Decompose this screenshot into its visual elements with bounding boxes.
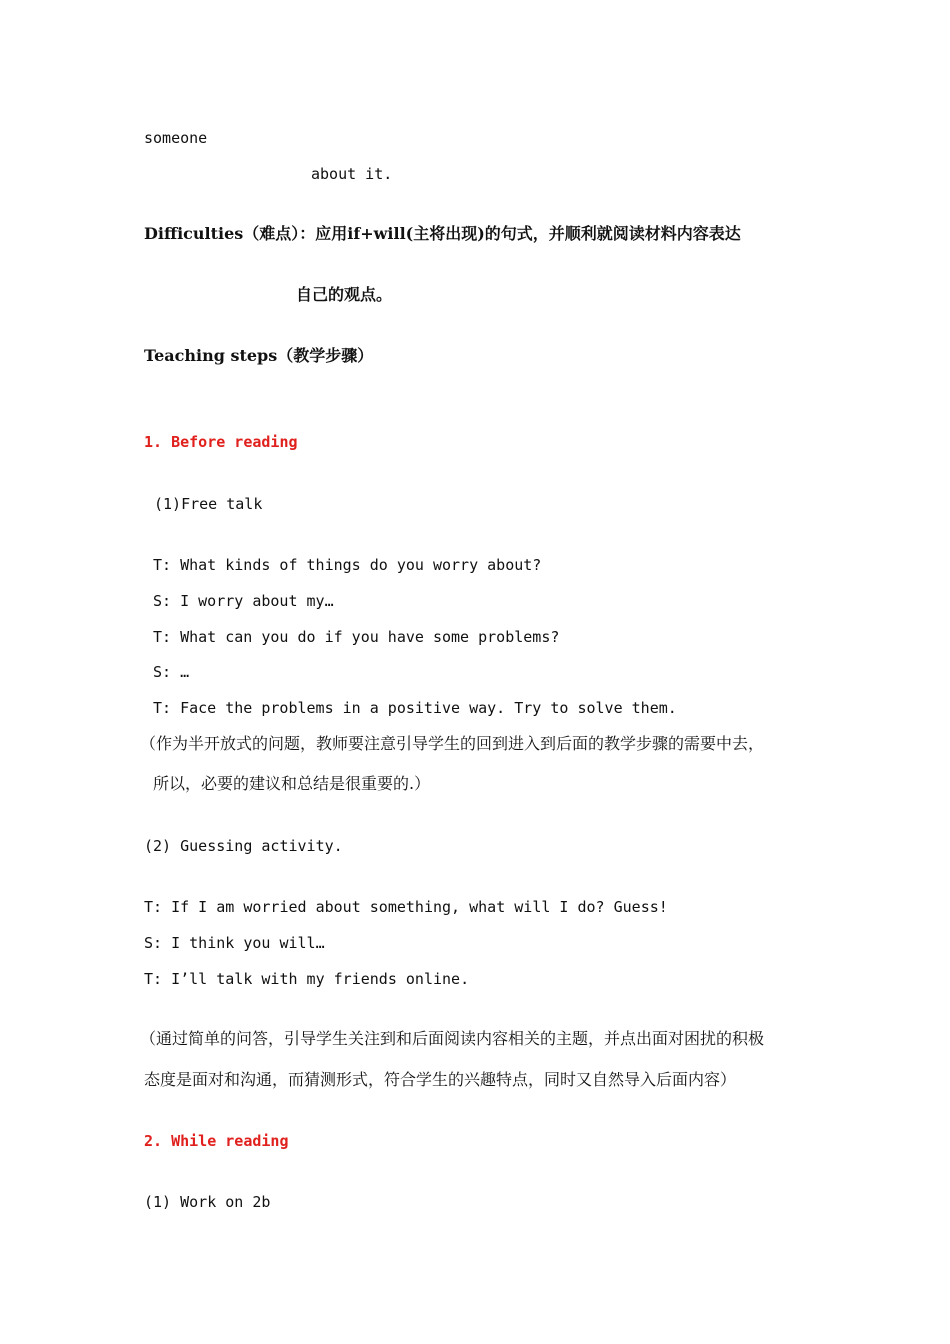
- teacher-note-line-1: （作为半开放式的问题，教师要注意引导学生的回到进入到后面的教学步骤的需要中去，: [140, 734, 765, 753]
- dialog-line: T: What kinds of things do you worry about?: [153, 556, 542, 574]
- objective-line-1: someone: [144, 129, 208, 147]
- section-heading-while-reading: 2. While reading: [144, 1132, 289, 1150]
- teaching-steps-heading: Teaching steps（教学步骤）: [144, 346, 374, 365]
- objective-line-2: about it.: [311, 165, 393, 183]
- dialog-line: S: I think you will…: [144, 934, 325, 952]
- dialog-line: S: …: [153, 663, 190, 681]
- dialog-line: T: If I am worried about something, what will I do? Guess!: [144, 898, 668, 916]
- guessing-activity-title: (2) Guessing activity.: [144, 837, 343, 855]
- section-heading-before-reading: 1. Before reading: [144, 433, 298, 451]
- teacher-note-line-2: 态度是面对和沟通，而猜测形式，符合学生的兴趣特点，同时又自然导入后面内容）: [144, 1070, 737, 1089]
- dialog-line: T: I’ll talk with my friends online.: [144, 970, 470, 988]
- dialog-line: S: I worry about my…: [153, 592, 334, 610]
- dialog-line: T: Face the problems in a positive way. Try to solve them.: [153, 699, 677, 717]
- difficulties-line-2: 自己的观点。: [296, 285, 393, 304]
- teacher-note-line-2: 所以，必要的建议和总结是很重要的.）: [153, 774, 431, 793]
- dialog-line: T: What can you do if you have some problems?: [153, 628, 560, 646]
- work-on-2b: (1) Work on 2b: [144, 1193, 271, 1211]
- difficulties-line-1: Difficulties（难点）：应用if+will(主将出现)的句式，并顺利就阅读材料内容表达: [144, 224, 741, 243]
- teacher-note-line-1: （通过简单的问答，引导学生关注到和后面阅读内容相关的主题，并点出面对困扰的积极: [140, 1029, 765, 1048]
- free-talk-title: (1)Free talk: [154, 495, 263, 513]
